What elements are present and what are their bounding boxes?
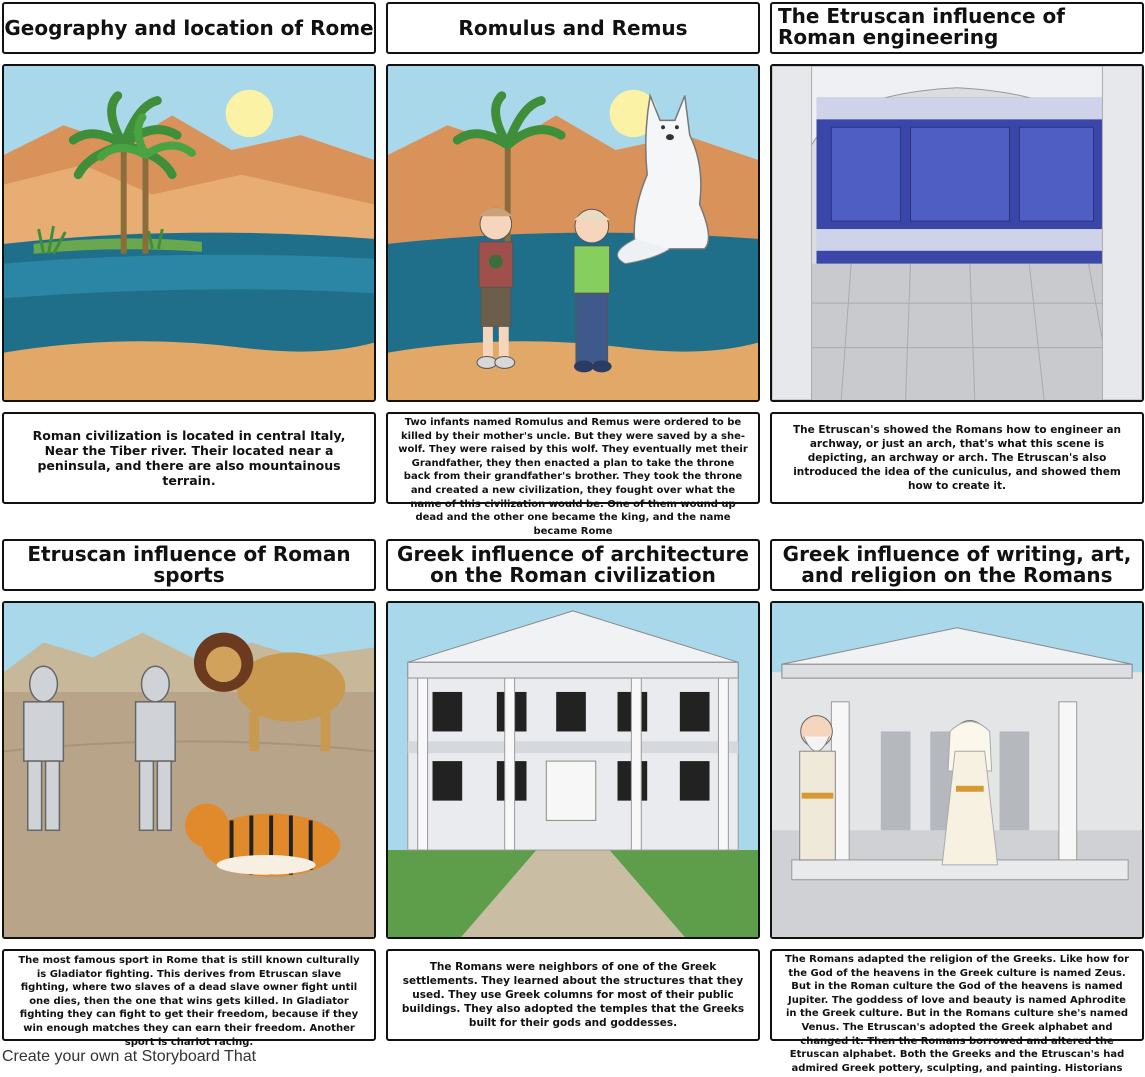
panel-3-description [770,412,1144,504]
panel-6-title: Greek influence of writing, art, and religion on the Romans [770,539,1144,591]
scene-romulus-remus [386,64,760,402]
panel-1-text: Roman civilization is located in central Italy, Near the Tiber river. Their located near a peninsula, and there are also mountainous terrain. [32,428,346,488]
panel-4-description [2,949,376,1048]
desert-river-illustration [4,66,374,400]
panel-6-text: The Romans adapted the religion of the Greeks. Like how for the God of the heavens in the Greek culture is named Zeus. But in the Roman culture the God of the heavens is named Jupiter. The goddess of love and beauty is named Aphrodite in the Greek culture. But in the Romans culture she's named Venus. The Etruscan's adopted the Greek alphabet and changed it. Then the Romans borrowed and altered the Etruscan alphabet. Both the Greeks and the Etruscan's had admired Greek pottery, sculpting, and painting. Historians [784,954,1130,1074]
panel-3-title: The Etruscan influence of Roman engineering [770,2,1144,54]
greek-temple-illustration [772,603,1142,937]
scene-desert-river [2,64,376,402]
romulus-remus-illustration [388,66,758,400]
scene-archway [770,64,1144,402]
panel-5-title: Greek influence of architecture on the Roman civilization [386,539,760,591]
panel-2-text: Two infants named Romulus and Remus were ordered to be killed by their mother's uncle. But they were saved by a she-wolf. They were raised by this wolf. They eventually met their Grandfather, they then enacted a plan to take the throne back from their grandfather's brother. They took the throne and created a new civilization, they fought over what the name of this civilization would be. One of them wound up dead and the other one became the king, and the name became Rome [398,417,748,537]
scene-greek-temple [770,601,1144,939]
panel-5-description [386,949,760,1041]
panel-4-title: Etruscan influence of Roman sports [2,539,376,591]
arena-illustration [4,603,374,937]
panel-5-text: The Romans were neighbors of one of the Greek settlements. They learned about the structures that they used. They use Greek columns for most of their public buildings. They also adopted the temples that the Greeks built for their gods and goddesses. [401,961,745,1029]
panel-2-title: Romulus and Remus [386,2,760,54]
storyboard-footer-link[interactable]: Create your own at Storyboard That [2,1048,257,1065]
panel-2-description [386,412,760,537]
panel-1-title: Geography and location of Rome [2,2,376,54]
archway-illustration [772,66,1142,400]
greek-building-illustration [388,603,758,937]
panel-6-description [770,949,1144,1074]
scene-arena [2,601,376,939]
panel-4-text: The most famous sport in Rome that is still known culturally is Gladiator fighting. This derives from Etruscan slave fighting, where two slaves of a dead slave owner fight until one dies, then the one that wins gets killed. In Gladiator fighting they can fight to get their freedom, because if they win enough matches they can earn their freedom. Another sport is chariot racing. [18,955,360,1048]
scene-greek-building [386,601,760,939]
panel-1-description [2,412,376,504]
panel-3-text: The Etruscan's showed the Romans how to engineer an archway, or just an arch, that's what this scene is depicting, an archway or arch. The Etruscan's also introduced the idea of the cuniculus, and showed them how to create it. [792,424,1122,492]
